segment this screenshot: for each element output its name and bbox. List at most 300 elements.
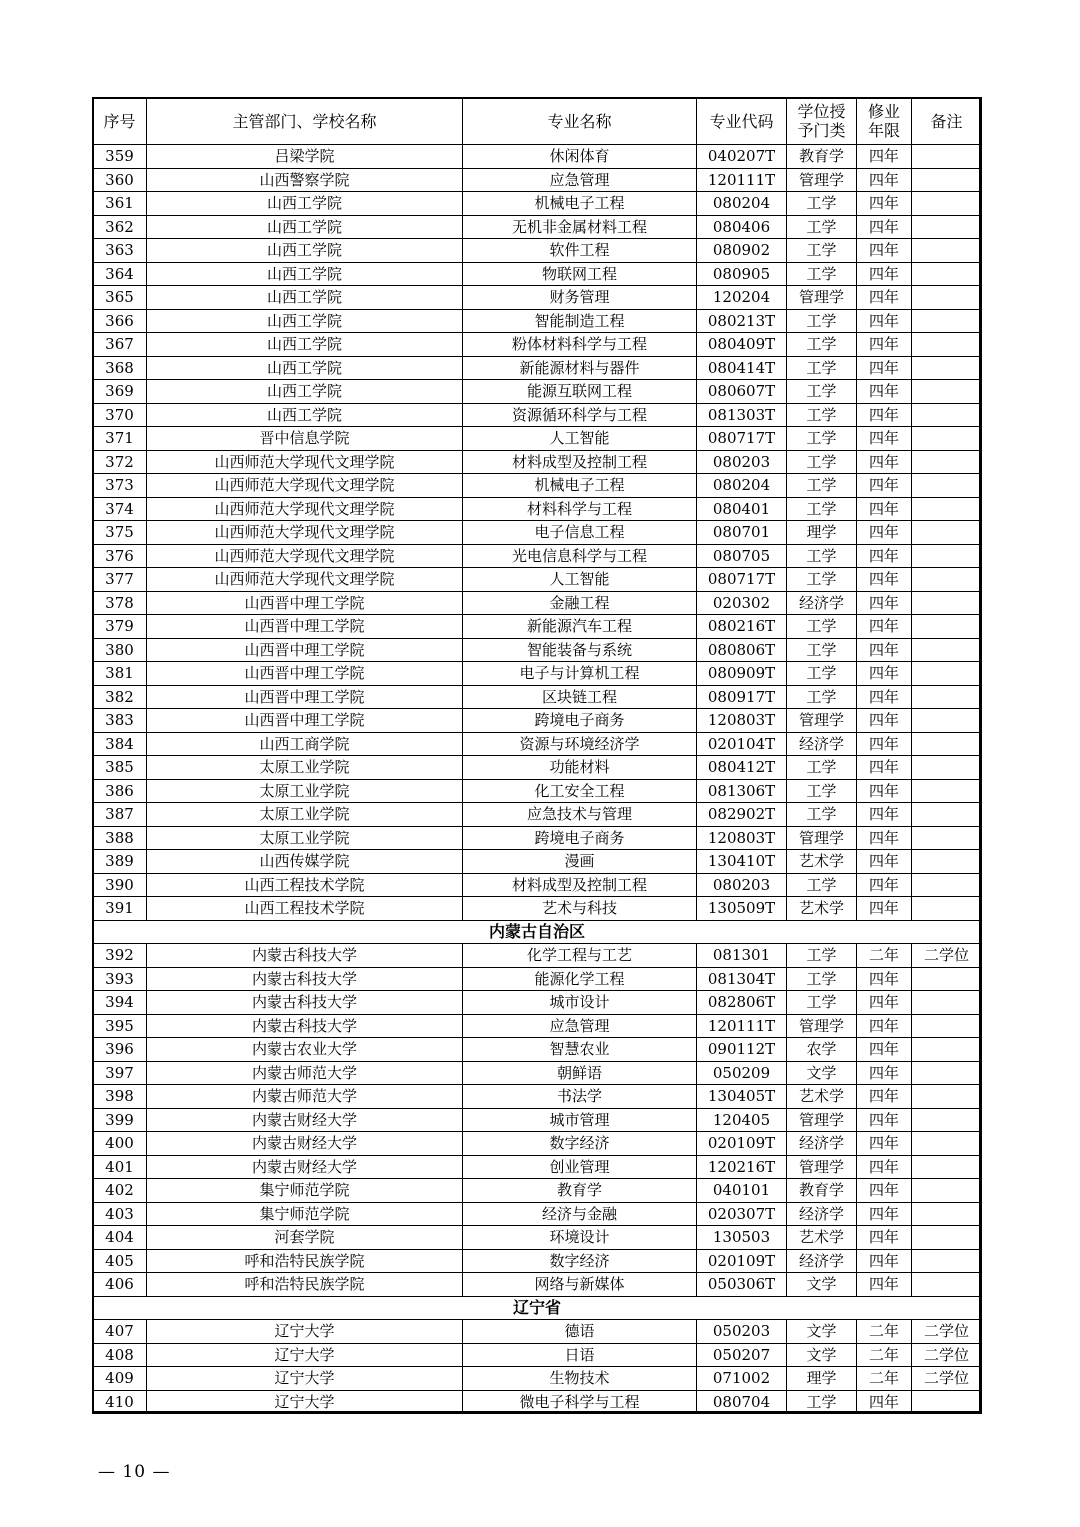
cell-notes: 二学位 [912,1343,982,1367]
cell-degree: 理学 [787,521,857,545]
cell-school: 山西晋中理工学院 [147,638,463,662]
cell-index: 375 [93,521,147,545]
cell-index: 395 [93,1014,147,1038]
cell-degree: 经济学 [787,1202,857,1226]
cell-code: 020109T [697,1132,787,1156]
table-row [93,168,982,192]
cell-index: 361 [93,192,147,216]
cell-school: 山西晋中理工学院 [147,685,463,709]
cell-duration: 四年 [857,239,912,263]
cell-notes [912,215,982,239]
cell-code: 081306T [697,779,787,803]
cell-code: 120803T [697,826,787,850]
cell-school: 辽宁大学 [147,1320,463,1344]
cell-duration: 二年 [857,944,912,968]
cell-school: 山西师范大学现代文理学院 [147,450,463,474]
cell-school: 山西工程技术学院 [147,897,463,921]
cell-duration: 四年 [857,709,912,733]
cell-school: 太原工业学院 [147,779,463,803]
cell-school: 晋中信息学院 [147,427,463,451]
cell-major: 跨境电子商务 [463,709,697,733]
table-row [93,497,982,521]
cell-major: 漫画 [463,850,697,874]
cell-school: 集宁师范学院 [147,1179,463,1203]
cell-major: 日语 [463,1343,697,1367]
cell-notes [912,1273,982,1297]
cell-code: 090112T [697,1038,787,1062]
table-row [93,615,982,639]
cell-school: 内蒙古农业大学 [147,1038,463,1062]
cell-school: 山西警察学院 [147,168,463,192]
cell-school: 河套学院 [147,1226,463,1250]
cell-notes [912,356,982,380]
cell-duration: 四年 [857,286,912,310]
cell-duration: 四年 [857,168,912,192]
cell-index: 363 [93,239,147,263]
cell-major: 休闲体育 [463,145,697,169]
cell-school: 山西工学院 [147,239,463,263]
cell-school: 山西工学院 [147,215,463,239]
table-body [93,145,982,1414]
cell-degree: 工学 [787,944,857,968]
cell-code: 082902T [697,803,787,827]
cell-major: 教育学 [463,1179,697,1203]
table-row [93,1155,982,1179]
cell-code: 080203 [697,873,787,897]
cell-index: 378 [93,591,147,615]
cell-school: 呼和浩特民族学院 [147,1273,463,1297]
cell-notes [912,591,982,615]
cell-major: 化学工程与工艺 [463,944,697,968]
cell-major: 能源化学工程 [463,967,697,991]
cell-code: 020109T [697,1249,787,1273]
cell-notes [912,333,982,357]
table-row [93,1038,982,1062]
cell-degree: 工学 [787,662,857,686]
cell-index: 394 [93,991,147,1015]
cell-duration: 四年 [857,732,912,756]
cell-index: 390 [93,873,147,897]
cell-major: 微电子科学与工程 [463,1390,697,1414]
cell-code: 080401 [697,497,787,521]
cell-duration: 四年 [857,192,912,216]
table-row [93,309,982,333]
cell-school: 内蒙古师范大学 [147,1061,463,1085]
cell-duration: 四年 [857,1108,912,1132]
cell-code: 120216T [697,1155,787,1179]
cell-notes [912,1226,982,1250]
cell-school: 内蒙古财经大学 [147,1132,463,1156]
cell-index: 396 [93,1038,147,1062]
cell-index: 389 [93,850,147,874]
cell-duration: 四年 [857,850,912,874]
table-row [93,568,982,592]
header-code: 专业代码 [697,98,787,145]
cell-notes [912,239,982,263]
cell-duration: 二年 [857,1343,912,1367]
cell-school: 山西传媒学院 [147,850,463,874]
cell-duration: 四年 [857,991,912,1015]
cell-notes [912,850,982,874]
cell-code: 081301 [697,944,787,968]
cell-school: 山西工学院 [147,333,463,357]
cell-notes [912,168,982,192]
cell-notes [912,803,982,827]
table-row [93,779,982,803]
cell-index: 367 [93,333,147,357]
cell-code: 080216T [697,615,787,639]
table-row [93,1085,982,1109]
cell-major: 城市设计 [463,991,697,1015]
cell-school: 山西晋中理工学院 [147,615,463,639]
cell-major: 能源互联网工程 [463,380,697,404]
cell-notes [912,991,982,1015]
header-degree [787,98,857,145]
cell-major: 数字经济 [463,1132,697,1156]
cell-major: 电子信息工程 [463,521,697,545]
cell-major: 资源与环境经济学 [463,732,697,756]
cell-major: 资源循环科学与工程 [463,403,697,427]
cell-notes: 二学位 [912,944,982,968]
cell-duration: 四年 [857,1179,912,1203]
cell-major: 机械电子工程 [463,474,697,498]
cell-degree: 艺术学 [787,1085,857,1109]
cell-duration: 四年 [857,897,912,921]
cell-major: 艺术与科技 [463,897,697,921]
cell-school: 山西晋中理工学院 [147,709,463,733]
table-row [93,638,982,662]
cell-index: 400 [93,1132,147,1156]
cell-code: 080909T [697,662,787,686]
cell-notes [912,1390,982,1414]
cell-duration: 二年 [857,1320,912,1344]
cell-code: 080701 [697,521,787,545]
cell-duration: 四年 [857,1061,912,1085]
cell-duration: 四年 [857,779,912,803]
cell-duration: 四年 [857,1132,912,1156]
table-row [93,1390,982,1414]
table-row [93,826,982,850]
cell-school: 山西工学院 [147,380,463,404]
cell-notes [912,615,982,639]
cell-code: 050209 [697,1061,787,1085]
cell-code: 080414T [697,356,787,380]
cell-code: 080203 [697,450,787,474]
table-row [93,1061,982,1085]
cell-index: 385 [93,756,147,780]
cell-major: 区块链工程 [463,685,697,709]
cell-degree: 工学 [787,215,857,239]
table-row [93,333,982,357]
table-row [93,944,982,968]
cell-index: 359 [93,145,147,169]
cell-school: 内蒙古财经大学 [147,1108,463,1132]
table-row [93,732,982,756]
cell-index: 387 [93,803,147,827]
cell-index: 397 [93,1061,147,1085]
cell-duration: 四年 [857,1014,912,1038]
cell-degree: 工学 [787,192,857,216]
cell-major: 应急管理 [463,168,697,192]
cell-school: 山西师范大学现代文理学院 [147,474,463,498]
cell-index: 364 [93,262,147,286]
cell-notes [912,1155,982,1179]
cell-duration: 四年 [857,568,912,592]
table-row [93,262,982,286]
cell-code: 080806T [697,638,787,662]
cell-major: 人工智能 [463,427,697,451]
cell-code: 020104T [697,732,787,756]
cell-notes [912,638,982,662]
cell-school: 集宁师范学院 [147,1202,463,1226]
cell-index: 391 [93,897,147,921]
cell-notes [912,568,982,592]
table-row [93,1367,982,1391]
cell-major: 跨境电子商务 [463,826,697,850]
cell-school: 山西晋中理工学院 [147,591,463,615]
cell-major: 德语 [463,1320,697,1344]
table-row [93,427,982,451]
cell-major: 生物技术 [463,1367,697,1391]
cell-degree: 工学 [787,685,857,709]
cell-major: 软件工程 [463,239,697,263]
section-row [93,920,982,944]
cell-major: 朝鲜语 [463,1061,697,1085]
cell-major: 城市管理 [463,1108,697,1132]
cell-duration: 四年 [857,1085,912,1109]
cell-code: 080705 [697,544,787,568]
cell-school: 山西师范大学现代文理学院 [147,568,463,592]
cell-index: 371 [93,427,147,451]
cell-degree: 工学 [787,756,857,780]
cell-code: 081304T [697,967,787,991]
cell-code: 020307T [697,1202,787,1226]
cell-degree: 管理学 [787,168,857,192]
cell-code: 120111T [697,1014,787,1038]
cell-major: 无机非金属材料工程 [463,215,697,239]
cell-code: 120111T [697,168,787,192]
cell-degree: 经济学 [787,1132,857,1156]
cell-major: 财务管理 [463,286,697,310]
cell-school: 山西师范大学现代文理学院 [147,521,463,545]
cell-notes: 二学位 [912,1367,982,1391]
cell-degree: 工学 [787,1390,857,1414]
cell-duration: 四年 [857,1249,912,1273]
table-row [93,662,982,686]
table-row [93,897,982,921]
table-row [93,192,982,216]
cell-code: 130503 [697,1226,787,1250]
cell-major: 材料成型及控制工程 [463,873,697,897]
cell-notes [912,497,982,521]
cell-index: 376 [93,544,147,568]
cell-duration: 四年 [857,1226,912,1250]
cell-notes [912,1038,982,1062]
table-row [93,286,982,310]
cell-major: 环境设计 [463,1226,697,1250]
cell-degree: 工学 [787,638,857,662]
cell-notes [912,450,982,474]
cell-duration: 四年 [857,403,912,427]
cell-major: 书法学 [463,1085,697,1109]
cell-major: 网络与新媒体 [463,1273,697,1297]
cell-major: 机械电子工程 [463,192,697,216]
cell-duration: 四年 [857,638,912,662]
majors-table [92,97,982,1414]
header-school: 主管部门、学校名称 [147,98,463,145]
cell-major: 功能材料 [463,756,697,780]
cell-code: 080204 [697,474,787,498]
cell-code: 050203 [697,1320,787,1344]
cell-index: 392 [93,944,147,968]
section-title: 辽宁省 [93,1296,982,1320]
cell-major: 材料科学与工程 [463,497,697,521]
table-row [93,591,982,615]
section-row [93,1296,982,1320]
cell-degree: 教育学 [787,145,857,169]
cell-index: 360 [93,168,147,192]
cell-duration: 四年 [857,427,912,451]
cell-degree: 工学 [787,779,857,803]
cell-code: 130410T [697,850,787,874]
cell-code: 020302 [697,591,787,615]
table-row [93,709,982,733]
cell-degree: 文学 [787,1273,857,1297]
cell-notes [912,897,982,921]
cell-code: 130405T [697,1085,787,1109]
cell-duration: 四年 [857,803,912,827]
cell-major: 智慧农业 [463,1038,697,1062]
cell-school: 山西工学院 [147,356,463,380]
cell-major: 材料成型及控制工程 [463,450,697,474]
cell-index: 382 [93,685,147,709]
table-row [93,474,982,498]
cell-degree: 管理学 [787,1108,857,1132]
cell-degree: 经济学 [787,1249,857,1273]
header-duration-text: 修业年限 [867,102,900,140]
cell-school: 山西工学院 [147,286,463,310]
cell-notes [912,1249,982,1273]
cell-major: 物联网工程 [463,262,697,286]
cell-major: 粉体材料科学与工程 [463,333,697,357]
table-row [93,544,982,568]
cell-major: 数字经济 [463,1249,697,1273]
cell-degree: 农学 [787,1038,857,1062]
table-row [93,873,982,897]
cell-duration: 四年 [857,1202,912,1226]
cell-code: 050207 [697,1343,787,1367]
cell-degree: 文学 [787,1061,857,1085]
cell-duration: 四年 [857,497,912,521]
table-row [93,1132,982,1156]
cell-degree: 管理学 [787,709,857,733]
table-row [93,1273,982,1297]
cell-index: 374 [93,497,147,521]
cell-duration: 四年 [857,615,912,639]
cell-index: 399 [93,1108,147,1132]
cell-notes [912,544,982,568]
cell-code: 080905 [697,262,787,286]
cell-code: 080406 [697,215,787,239]
cell-degree: 文学 [787,1343,857,1367]
cell-degree: 工学 [787,497,857,521]
table-row [93,521,982,545]
cell-degree: 艺术学 [787,897,857,921]
cell-index: 381 [93,662,147,686]
cell-degree: 工学 [787,544,857,568]
cell-code: 071002 [697,1367,787,1391]
cell-duration: 四年 [857,356,912,380]
cell-code: 080213T [697,309,787,333]
cell-duration: 四年 [857,474,912,498]
cell-code: 120803T [697,709,787,733]
table-row [93,967,982,991]
cell-degree: 文学 [787,1320,857,1344]
table-row [93,1320,982,1344]
cell-duration: 四年 [857,521,912,545]
cell-degree: 工学 [787,568,857,592]
cell-notes [912,685,982,709]
cell-notes [912,403,982,427]
cell-duration: 四年 [857,333,912,357]
cell-duration: 四年 [857,380,912,404]
cell-school: 山西师范大学现代文理学院 [147,544,463,568]
cell-degree: 工学 [787,333,857,357]
cell-code: 050306T [697,1273,787,1297]
cell-index: 373 [93,474,147,498]
table-row [93,215,982,239]
header-duration [857,98,912,145]
cell-index: 372 [93,450,147,474]
cell-school: 呼和浩特民族学院 [147,1249,463,1273]
cell-degree: 工学 [787,356,857,380]
cell-code: 080917T [697,685,787,709]
cell-notes [912,779,982,803]
cell-degree: 工学 [787,803,857,827]
cell-notes [912,1132,982,1156]
cell-notes [912,262,982,286]
cell-school: 内蒙古科技大学 [147,944,463,968]
cell-school: 内蒙古财经大学 [147,1155,463,1179]
cell-code: 080409T [697,333,787,357]
cell-major: 金融工程 [463,591,697,615]
cell-notes [912,662,982,686]
cell-school: 山西工商学院 [147,732,463,756]
cell-major: 化工安全工程 [463,779,697,803]
table-row [93,1249,982,1273]
cell-duration: 四年 [857,145,912,169]
cell-code: 080717T [697,568,787,592]
cell-notes [912,427,982,451]
cell-index: 398 [93,1085,147,1109]
cell-notes [912,521,982,545]
table-row [93,1108,982,1132]
cell-degree: 工学 [787,474,857,498]
cell-degree: 艺术学 [787,850,857,874]
cell-degree: 经济学 [787,591,857,615]
cell-school: 辽宁大学 [147,1343,463,1367]
cell-index: 410 [93,1390,147,1414]
cell-duration: 四年 [857,756,912,780]
cell-duration: 四年 [857,591,912,615]
cell-major: 经济与金融 [463,1202,697,1226]
cell-school: 辽宁大学 [147,1367,463,1391]
cell-major: 应急管理 [463,1014,697,1038]
cell-duration: 四年 [857,967,912,991]
table-row [93,991,982,1015]
cell-school: 辽宁大学 [147,1390,463,1414]
cell-duration: 四年 [857,309,912,333]
